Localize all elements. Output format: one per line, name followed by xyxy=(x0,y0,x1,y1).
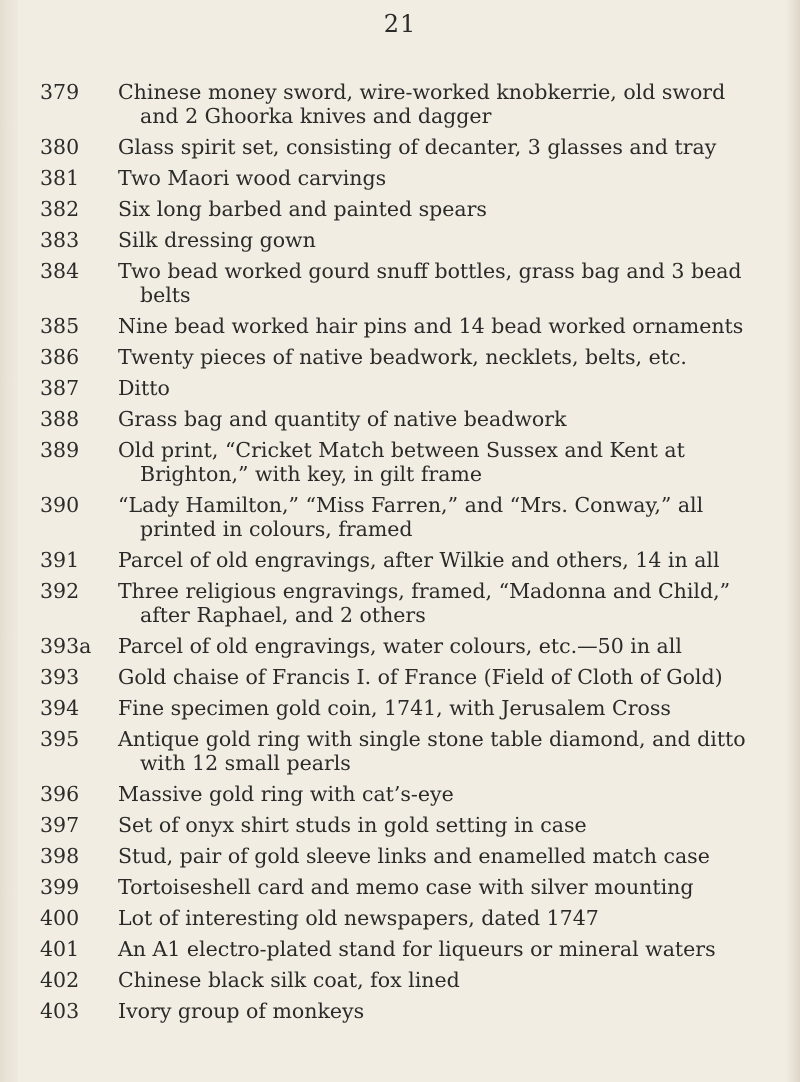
lot-number: 403 xyxy=(40,999,80,1023)
lot-description: Antique gold ring with single stone table diamond, and ditto with 12 small pearls xyxy=(118,727,746,775)
lot-entry xyxy=(40,135,760,159)
lot-number: 395 xyxy=(40,727,80,751)
page-edge-right xyxy=(786,0,800,1082)
lot-number: 394 xyxy=(40,696,80,720)
lot-number: 383 xyxy=(40,228,80,252)
lot-number: 402 xyxy=(40,968,80,992)
lot-list xyxy=(40,80,760,1030)
lot-entry xyxy=(40,906,760,930)
lot-description: Tortoiseshell card and memo case with silver mounting xyxy=(118,875,694,899)
lot-number: 391 xyxy=(40,548,80,572)
lot-number: 390 xyxy=(40,493,80,517)
lot-description: Fine specimen gold coin, 1741, with Jerusalem Cross xyxy=(118,696,671,720)
lot-description: An A1 electro-plated stand for liqueurs or mineral waters xyxy=(118,937,716,961)
lot-description: Lot of interesting old newspapers, dated 1747 xyxy=(118,906,599,930)
lot-description: Glass spirit set, consisting of decanter, 3 glasses and tray xyxy=(118,135,717,159)
lot-number: 385 xyxy=(40,314,80,338)
lot-description: “Lady Hamilton,” “Miss Farren,” and “Mrs. Conway,” all printed in colours, framed xyxy=(118,493,704,541)
lot-entry xyxy=(40,937,760,961)
lot-entry xyxy=(40,813,760,837)
lot-description: Silk dressing gown xyxy=(118,228,316,252)
lot-entry xyxy=(40,438,760,486)
lot-description: Chinese black silk coat, fox lined xyxy=(118,968,460,992)
lot-number: 387 xyxy=(40,376,80,400)
lot-number: 382 xyxy=(40,197,80,221)
lot-entry xyxy=(40,493,760,541)
lot-entry xyxy=(40,875,760,899)
lot-entry xyxy=(40,376,760,400)
lot-number: 393a xyxy=(40,634,92,658)
lot-number: 399 xyxy=(40,875,80,899)
lot-number: 386 xyxy=(40,345,80,369)
lot-entry xyxy=(40,345,760,369)
lot-entry xyxy=(40,548,760,572)
lot-entry xyxy=(40,579,760,627)
lot-entry xyxy=(40,727,760,775)
lot-description: Three religious engravings, framed, “Madonna and Child,” after Raphael, and 2 others xyxy=(118,579,731,627)
lot-entry xyxy=(40,665,760,689)
lot-entry xyxy=(40,407,760,431)
lot-description: Six long barbed and painted spears xyxy=(118,197,487,221)
lot-description: Nine bead worked hair pins and 14 bead worked ornaments xyxy=(118,314,744,338)
lot-number: 401 xyxy=(40,937,80,961)
lot-number: 389 xyxy=(40,438,80,462)
page-number: 21 xyxy=(383,10,417,38)
lot-number: 396 xyxy=(40,782,80,806)
lot-description: Twenty pieces of native beadwork, necklets, belts, etc. xyxy=(118,345,687,369)
lot-entry xyxy=(40,259,760,307)
lot-description: Massive gold ring with cat’s-eye xyxy=(118,782,454,806)
lot-entry xyxy=(40,999,760,1023)
lot-number: 381 xyxy=(40,166,80,190)
lot-number: 388 xyxy=(40,407,80,431)
lot-number: 393 xyxy=(40,665,80,689)
lot-entry xyxy=(40,634,760,658)
lot-entry xyxy=(40,166,760,190)
lot-entry xyxy=(40,696,760,720)
lot-entry xyxy=(40,228,760,252)
lot-number: 380 xyxy=(40,135,80,159)
lot-entry xyxy=(40,197,760,221)
lot-entry xyxy=(40,782,760,806)
lot-number: 400 xyxy=(40,906,80,930)
lot-number: 384 xyxy=(40,259,80,283)
lot-description: Two Maori wood carvings xyxy=(118,166,387,190)
lot-description: Gold chaise of Francis I. of France (Field of Cloth of Gold) xyxy=(118,665,723,689)
lot-entry xyxy=(40,844,760,868)
lot-number: 379 xyxy=(40,80,80,104)
lot-description: Stud, pair of gold sleeve links and enamelled match case xyxy=(118,844,710,868)
lot-description: Chinese money sword, wire-worked knobkerrie, old sword and 2 Ghoorka knives and dagger xyxy=(118,80,726,128)
lot-entry xyxy=(40,968,760,992)
lot-description: Two bead worked gourd snuff bottles, grass bag and 3 bead belts xyxy=(118,259,742,307)
lot-number: 398 xyxy=(40,844,80,868)
lot-description: Ditto xyxy=(118,376,170,400)
lot-number: 392 xyxy=(40,579,80,603)
lot-entry xyxy=(40,80,760,128)
lot-description: Parcel of old engravings, after Wilkie and others, 14 in all xyxy=(118,548,720,572)
lot-description: Set of onyx shirt studs in gold setting in case xyxy=(118,813,587,837)
lot-description: Ivory group of monkeys xyxy=(118,999,365,1023)
lot-entry xyxy=(40,314,760,338)
lot-description: Parcel of old engravings, water colours, etc.—50 in all xyxy=(118,634,682,658)
lot-description: Old print, “Cricket Match between Sussex and Kent at Brighton,” with key, in gilt frame xyxy=(118,438,685,486)
page-edge-left xyxy=(0,0,18,1082)
lot-description: Grass bag and quantity of native beadwork xyxy=(118,407,567,431)
lot-number: 397 xyxy=(40,813,80,837)
